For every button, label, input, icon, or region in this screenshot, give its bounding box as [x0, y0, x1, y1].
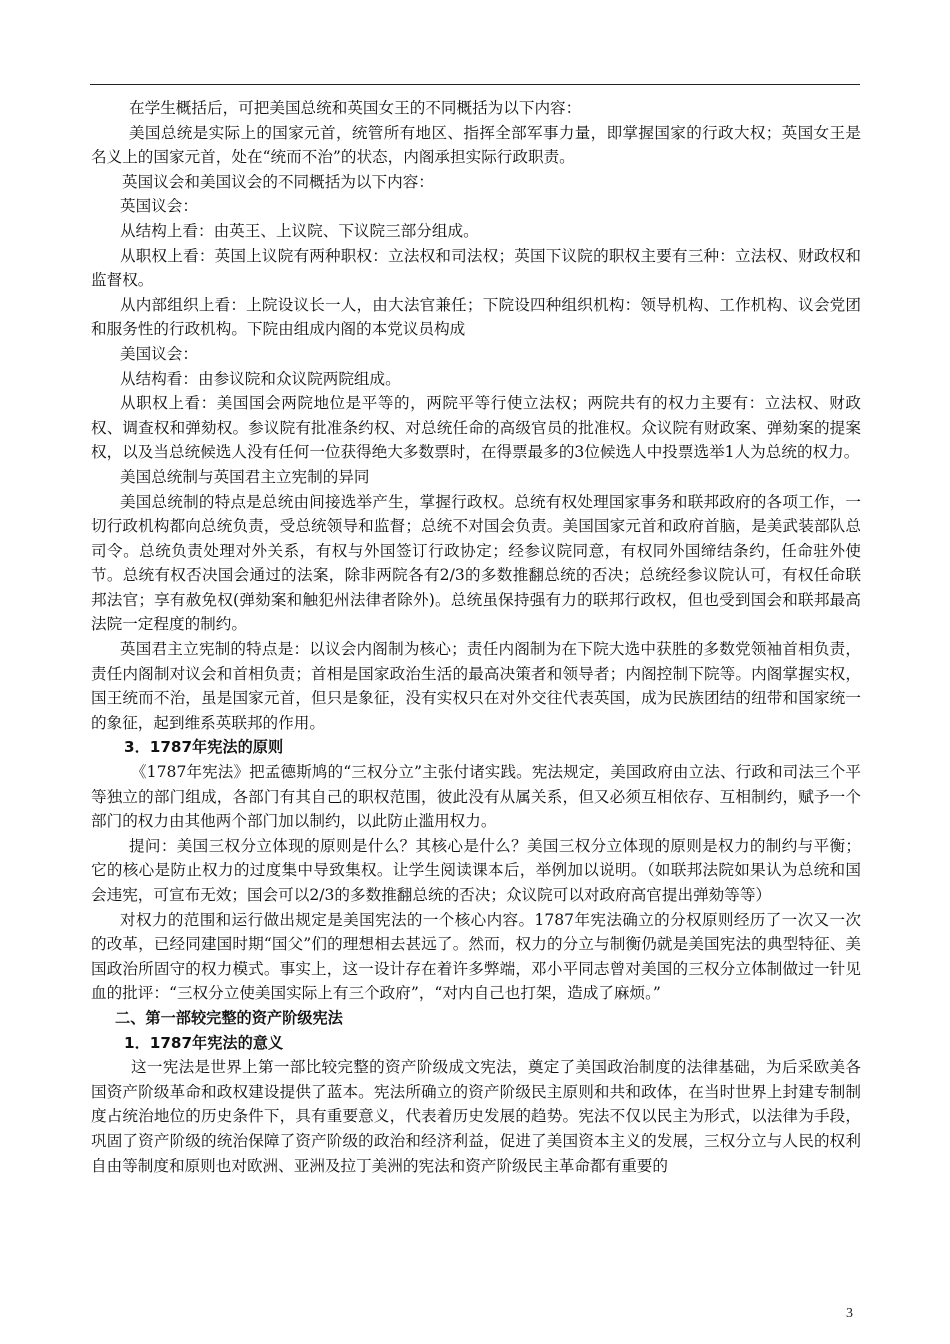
paragraph-uk-powers: 从职权上看：英国上议院有两种职权：立法权和司法权；英国下议院的职权主要有三种：立法权、财政权和监督权。	[91, 246, 861, 290]
paragraph-power-scope: 对权力的范围和运行做出规定是美国宪法的一个核心内容。1787年宪法确立的分权原则经历了一次又一次的改革，已经同建国时期“国父”们的理想相去甚远了。然而，权力的分立与制衡仍就是美国宪法的典型特征、美国政治所固守的权力模式。事实上，这一设计存在着许多弊端，邓小平同志曾对美国的三权分立体制做过一针见血的批评：“三权分立使美国实际上有三个政府”，“对内自己也打架，造成了麻烦。”	[91, 910, 861, 1003]
paragraph-us-presidential-system: 美国总统制的特点是总统由间接选举产生，掌握行政权。总统有权处理国家事务和联邦政府的各项工作，一切行政机构都向总统负责，受总统领导和监督；总统不对国会负责。美国国家元首和政府首脑，是美武装部队总司令。总统负责处理对外关系，有权与外国签订行政协定；经参议院同意，有权同外国缔结条约，任命驻外使节。总统有权否决国会通过的法案，除非两院各有2/3的多数推翻总统的否决；总统经参议院认可，有权任命联邦法官；享有赦免权(弹劾案和触犯州法律者除外)。总统虽保持强有力的联邦行政权，但也受到国会和联邦最高法院一定程度的制约。	[91, 492, 861, 634]
header-rule	[90, 84, 860, 85]
paragraph-uk-structure: 从结构上看：由英王、上议院、下议院三部分组成。	[120, 221, 479, 240]
section-heading-first-constitution: 二、第一部较完整的资产阶级宪法	[115, 1008, 343, 1027]
paragraph-president-vs-queen: 美国总统是实际上的国家元首，统管所有地区、指挥全部军事力量，即掌握国家的行政大权；英国女王是名义上的国家元首，处在“统而不治”的状态，内阁承担实际行政职责。	[91, 123, 861, 167]
paragraph-uk-parliament-label: 英国议会：	[120, 197, 198, 216]
paragraph-significance: 这一宪法是世界上第一部比较完整的资产阶级成文宪法，奠定了美国政治制度的法律基础，为后采欧美各国资产阶级革命和政权建设提供了蓝本。宪法所确立的资产阶级民主原则和共和政体，在当时世界上封建专制制度占统治地位的历史条件下，具有重要意义，代表着历史发展的趋势。宪法不仅以民主为形式，以法律为手段，巩固了资产阶级的统治保障了资产阶级的政治和经济利益，促进了美国资本主义的发展，三权分立与人民的权利自由等制度和原则也对欧洲、亚洲及拉丁美洲的宪法和资产阶级民主革命都有重要的	[91, 1058, 861, 1175]
paragraph-us-congress-label: 美国议会：	[120, 344, 198, 363]
document-body	[91, 96, 861, 1178]
paragraph-question: 提问：美国三权分立体现的原则是什么？其核心是什么？美国三权分立体现的原则是权力的制约与平衡；它的核心是防止权力的过度集中导致集权。让学生阅读课本后，举例加以说明。（如联邦法院如果认为总统和国会违宪，可宣布无效；国会可以2/3的多数推翻总统的否决；众议院可以对政府高官提出弹劾等等）	[91, 836, 861, 904]
paragraph-parliament-intro: 英国议会和美国议会的不同概括为以下内容：	[122, 172, 434, 191]
paragraph-comparison-title: 美国总统制与英国君主立宪制的异同	[120, 467, 370, 486]
section-heading-principles: 3．1787年宪法的原则	[124, 738, 284, 757]
page-number: 3	[846, 1306, 853, 1321]
paragraph-us-structure: 从结构看：由参议院和众议院两院组成。	[120, 369, 401, 388]
paragraph-us-powers: 从职权上看：美国国会两院地位是平等的，两院平等行使立法权；两院共有的权力主要有：立法权、财政权、调查权和弹劾权。参议院有批准条约权、对总统任命的高级官员的批准权。众议院有财政案、弹劾案的提案权，以及当总统候选人没有任何一位获得绝大多数票时，在得票最多的3位候选人中投票选举1人为总统的权力。	[91, 394, 861, 462]
paragraph-separation-of-powers: 《1787年宪法》把孟德斯鸠的“三权分立”主张付诸实践。宪法规定，美国政府由立法、行政和司法三个平等独立的部门组成，各部门有其自己的职权范围，彼此没有从属关系，但又必须互相依存、互相制约，赋予一个部门的权力由其他两个部门加以制约，以此防止滥用权力。	[91, 763, 861, 831]
paragraph-uk-organization: 从内部组织上看：上院设议长一人，由大法官兼任；下院设四种组织机构：领导机构、工作机构、议会党团和服务性的行政机构。下院由组成内阁的本党议员构成	[91, 295, 861, 339]
paragraph-uk-constitutional-monarchy: 英国君主立宪制的特点是：以议会内阁制为核心；责任内阁制为在下院大选中获胜的多数党领袖首相负责，责任内阁制对议会和首相负责；首相是国家政治生活的最高决策者和领导者；内阁控制下院等。内阁掌握实权，国王统而不治，虽是国家元首，但只是象征，没有实权只在对外交往代表英国，成为民族团结的纽带和国家统一的象征，起到维系英联邦的作用。	[91, 640, 861, 732]
paragraph-intro: 在学生概括后，可把美国总统和英国女王的不同概括为以下内容：	[129, 99, 582, 117]
section-heading-significance: 1．1787年宪法的意义	[124, 1033, 284, 1052]
